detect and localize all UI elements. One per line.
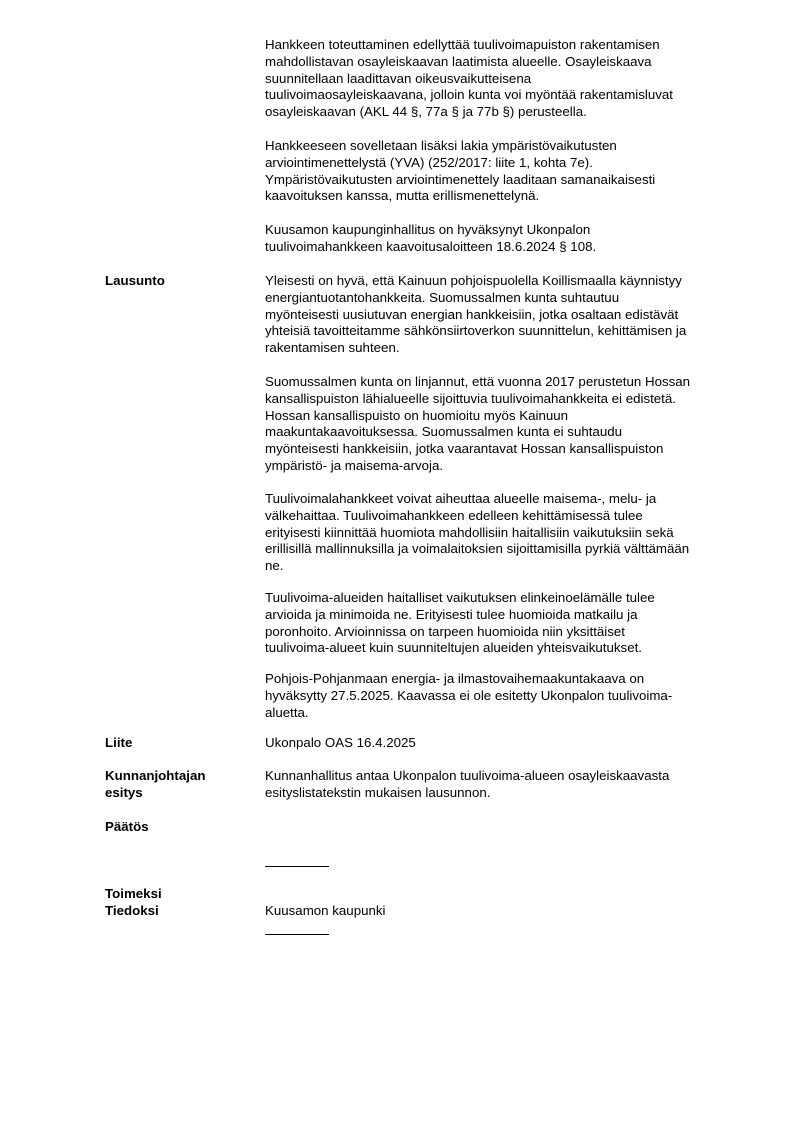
lausunto-paragraph-5: Pohjois-Pohjanmaan energia- ja ilmastovaihemaakuntakaava on hyväksytty 27.5.2025. Kaavassa ei ole esitetty Ukonpalon tuulivoima- aluetta. bbox=[265, 671, 673, 720]
paatos-label: Päätös bbox=[105, 819, 149, 834]
esitys-label: Kunnanjohtajan esitys bbox=[105, 768, 206, 800]
tiedoksi-recipient: Kuusamon kaupunki bbox=[265, 903, 386, 918]
intro-paragraph-2: Hankkeeseen sovelletaan lisäksi lakia ympäristövaikutusten arviointimenettelystä (YVA) (252/2017: liite 1, kohta 7e). Ympäristövaikutusten arviointimenettely laaditaan samanaikaisesti kaavoituksen kanssa, mutta erillismenettelynä. bbox=[265, 138, 656, 204]
intro-paragraph-1: Hankkeen toteuttaminen edellyttää tuulivoimapuiston rakentamisen mahdollistavan osayleiskaavan laatimista alueelle. Osayleiskaava suunnitellaan laadittavan oikeusvaikutteisena tuulivoimaosayleiskaavana, jolloin kunta voi myöntää rakentamisluvat osayleiskaavan (AKL 44 §, 77a § ja 77b §) perusteella. bbox=[265, 37, 673, 120]
lausunto-paragraph-4: Tuulivoima-alueiden haitalliset vaikutuksen elinkeinoelämälle tulee arvioida ja minimoida ne. Erityisesti tulee huomioida matkailu ja poronhoito. Arvioinnissa on tarpeen huomioida niin yksittäiset tuulivoima-alueet kuin suunniteltujen alueiden yhteisvaikutukset. bbox=[265, 590, 655, 656]
intro-paragraph-3: Kuusamon kaupunginhallitus on hyväksynyt Ukonpalon tuulivoimahankkeen kaavoitusaloitteen 18.6.2024 § 108. bbox=[265, 222, 597, 254]
lausunto-paragraph-2: Suomussalmen kunta on linjannut, että vuonna 2017 perustetun Hossan kansallispuiston lähialueelle sijoittuvia tuulivoimahankkeita ei edistetä. Hossan kansallispuisto on huomioitu myös Kainuun maakuntakaavoituksessa. Suomussalmen kunta ei suhtaudu myönteisesti hankkeisiin, jotka vaarantavat Hossan kansallispuiston ympäristö- ja maisema-arvoja. bbox=[265, 374, 691, 473]
toimeksi-label: Toimeksi bbox=[105, 886, 162, 901]
liite-label: Liite bbox=[105, 735, 133, 750]
lausunto-paragraph-3: Tuulivoimalahankkeet voivat aiheuttaa alueelle maisema-, melu- ja välkehaittaa. Tuulivoimahankkeen edelleen kehittämisessä tulee erityisesti kiinnittää huomiota mahdollisiin haitallisiin vaikutuksiin sekä erillisillä mallinnuksilla ja voimalaitoksien sijoittamisilla pyrkiä välttämään ne. bbox=[265, 491, 690, 574]
esitys-text: Kunnanhallitus antaa Ukonpalon tuulivoima-alueen osayleiskaavasta esityslistatekstin mukaisen lausunnon. bbox=[265, 768, 670, 800]
tiedoksi-divider bbox=[265, 934, 329, 935]
tiedoksi-label: Tiedoksi bbox=[105, 903, 159, 918]
paatos-divider bbox=[265, 866, 329, 867]
lausunto-paragraph-1: Yleisesti on hyvä, että Kainuun pohjoispuolella Koillismaalla käynnistyy energiantuotantohankkeita. Suomussalmen kunta suhtautuu myönteisesti uusiutuvan energian hankkeisiin, jotka osaltaan edistävät yhteisiä tavoitteitamme sähkönsiirtoverkon suunnittelun, kehittämisen ja rakentamisen suhteen. bbox=[265, 273, 687, 356]
liite-attachment: Ukonpalo OAS 16.4.2025 bbox=[265, 735, 416, 750]
lausunto-label: Lausunto bbox=[105, 273, 165, 288]
